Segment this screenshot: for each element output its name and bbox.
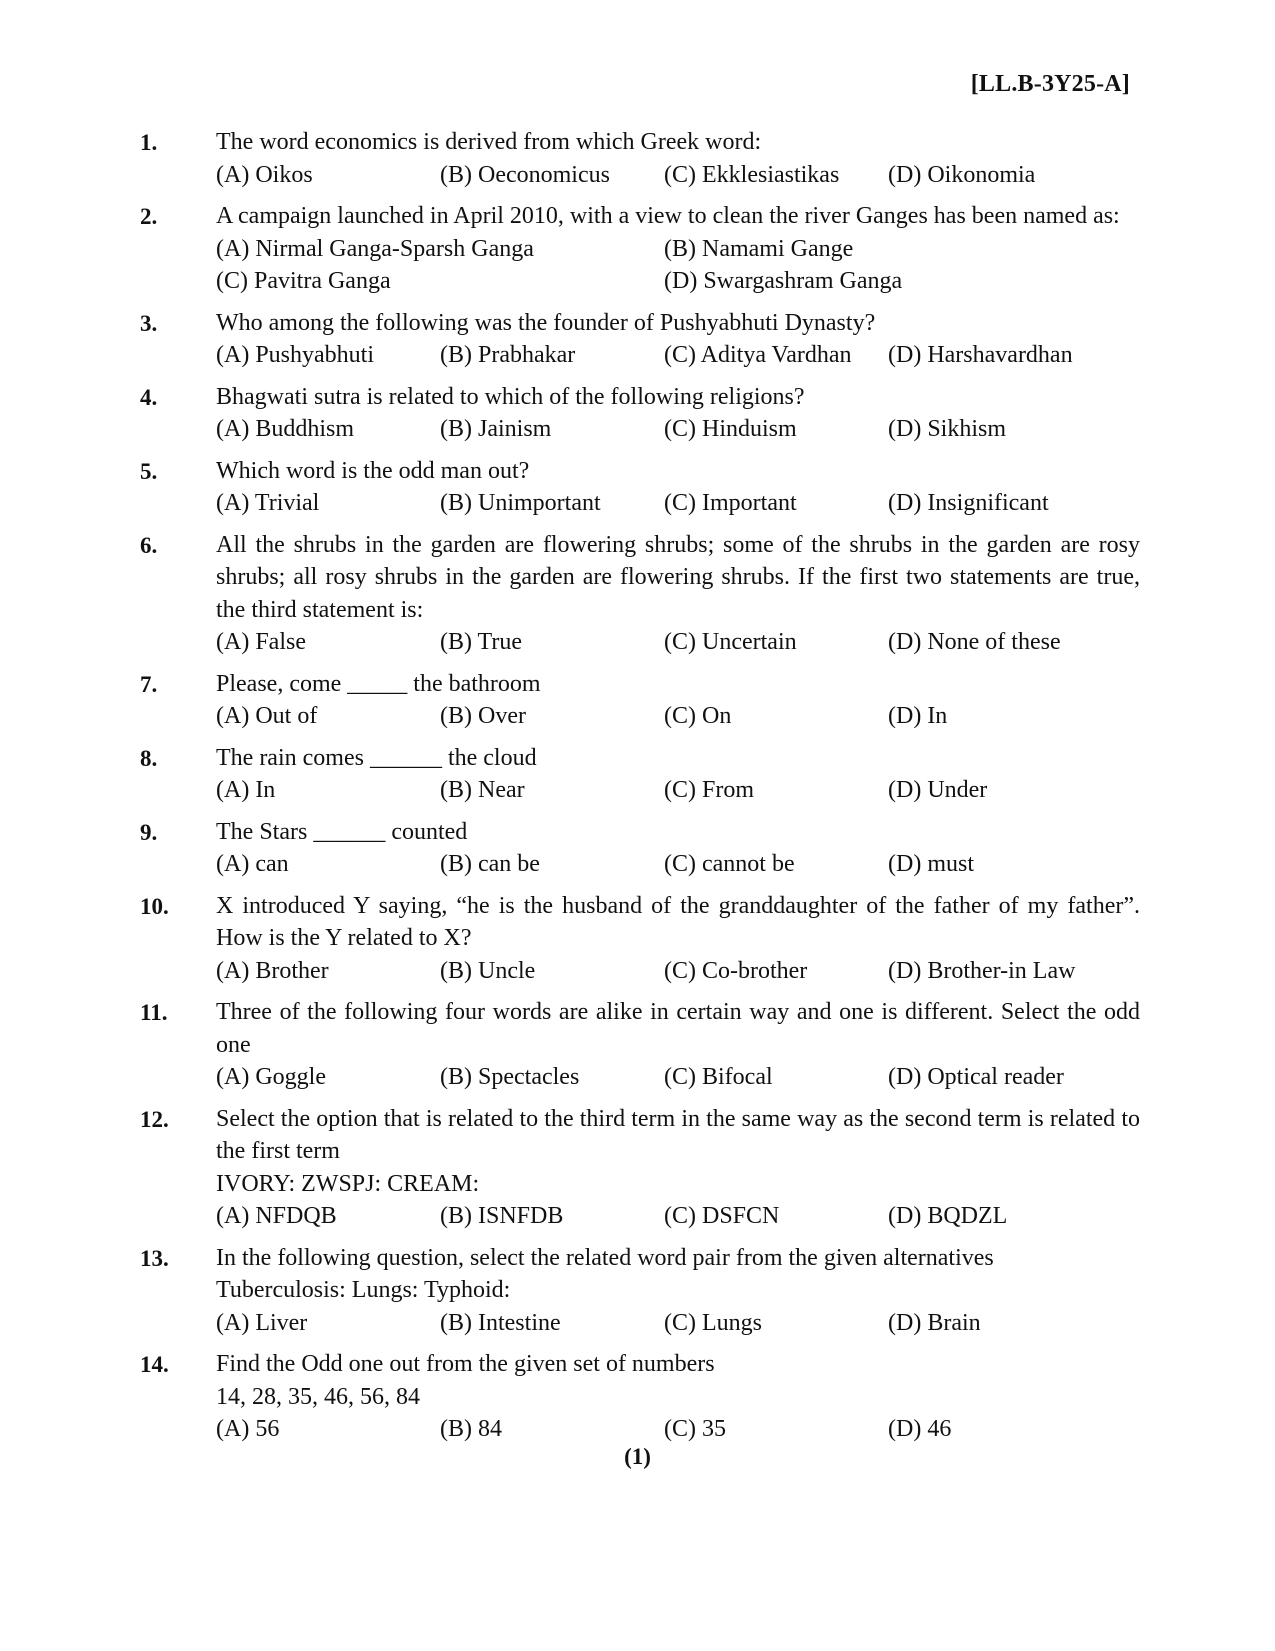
answer-options (216, 700, 1140, 733)
question-item (140, 200, 1140, 298)
answer-option: (C) 35 (664, 1416, 726, 1442)
answer-option: (A) Nirmal Ganga-Sparsh Ganga (216, 235, 534, 262)
question-text: Find the Odd one out from the given set of numbers (216, 1351, 715, 1377)
answer-option: (D) Sikhism (888, 416, 1007, 442)
question-item (140, 307, 1140, 372)
answer-option: (C) From (664, 777, 754, 803)
question-number: 12. (140, 1106, 169, 1132)
question-text: 14, 28, 35, 46, 56, 84 (216, 1383, 420, 1410)
answer-options (216, 1307, 1140, 1340)
question-text: The word economics is derived from which Greek word: (216, 129, 762, 155)
question-number: 3. (140, 310, 158, 336)
question-text: The rain comes ______ the cloud (216, 744, 537, 771)
question-text: IVORY: ZWSPJ: CREAM: (216, 1170, 480, 1197)
answer-option: (C) Hinduism (664, 416, 797, 442)
question-number: 11. (140, 1000, 168, 1025)
answer-option: (D) Brother-in Law (888, 957, 1076, 984)
answer-options (216, 487, 1140, 520)
question-number: 5. (140, 458, 158, 484)
question-number: 9. (140, 819, 158, 845)
question-text: The Stars ______ counted (216, 818, 468, 845)
question-item (140, 381, 1140, 446)
question-body (216, 1348, 1140, 1446)
question-number: 1. (140, 130, 158, 155)
question-body (216, 890, 1140, 988)
answer-option: (D) Harshavardhan (888, 342, 1073, 368)
answer-option: (B) Uncle (440, 957, 536, 984)
answer-option: (C) Ekklesiastikas (664, 161, 840, 188)
answer-option: (C) DSFCN (664, 1203, 780, 1229)
question-text: In the following question, select the related word pair from the given alternatives (216, 1244, 994, 1271)
answer-option: (D) must (888, 851, 974, 877)
question-text: Three of the following four words are alike in certain way and one is different. Select the odd one (216, 999, 1140, 1058)
answer-option: (B) Oeconomicus (440, 161, 610, 188)
answer-option: (C) Lungs (664, 1309, 762, 1336)
question-body (216, 668, 1140, 733)
answer-option: (A) can (216, 851, 289, 877)
question-item (140, 996, 1140, 1094)
answer-option: (D) None of these (888, 629, 1061, 655)
question-body (216, 742, 1140, 807)
answer-option: (D) Under (888, 777, 988, 803)
answer-options (216, 413, 1140, 446)
answer-option: (A) Buddhism (216, 416, 354, 442)
answer-options (216, 159, 1140, 192)
answer-option: (C) Aditya Vardhan (664, 342, 852, 368)
answer-options (216, 233, 1140, 298)
question-text: A campaign launched in April 2010, with a view to clean the river Ganges has been named as: (216, 203, 1120, 229)
answer-option: (A) 56 (216, 1416, 280, 1442)
answer-option: (D) Swargashram Ganga (664, 268, 903, 294)
question-number: 2. (140, 204, 158, 229)
answer-option: (B) Over (440, 703, 526, 729)
answer-option: (D) Insignificant (888, 490, 1049, 516)
question-number: 7. (140, 671, 158, 697)
question-item (140, 668, 1140, 733)
question-body (216, 455, 1140, 520)
answer-options (216, 1200, 1140, 1233)
answer-options (216, 1413, 1140, 1446)
question-item (140, 742, 1140, 807)
answer-option: (C) Co-brother (664, 957, 808, 984)
answer-options (216, 955, 1140, 988)
answer-options (216, 1061, 1140, 1094)
question-list (140, 126, 1140, 1455)
question-number: 10. (140, 893, 169, 919)
answer-options (216, 339, 1140, 372)
answer-option: (C) Uncertain (664, 629, 797, 655)
answer-options (216, 626, 1140, 659)
question-text: X introduced Y saying, “he is the husband of the granddaughter of the father of my father”. How is the Y related to X? (216, 892, 1140, 951)
answer-options (216, 774, 1140, 807)
question-text: Which word is the odd man out? (216, 457, 530, 484)
question-number: 13. (140, 1245, 169, 1271)
answer-option: (A) Pushyabhuti (216, 342, 374, 368)
answer-option: (B) Prabhakar (440, 342, 576, 368)
answer-option: (B) Near (440, 777, 525, 803)
answer-options (216, 848, 1140, 881)
answer-option: (B) Namami Gange (664, 235, 854, 262)
question-item (140, 816, 1140, 881)
question-body (216, 529, 1140, 659)
answer-option: (B) 84 (440, 1416, 502, 1442)
answer-option: (D) Brain (888, 1309, 981, 1336)
question-number: 14. (140, 1352, 169, 1377)
question-item (140, 1103, 1140, 1233)
question-text: Who among the following was the founder of Pushyabhuti Dynasty? (216, 309, 876, 336)
answer-option: (B) can be (440, 851, 540, 877)
question-item (140, 126, 1140, 191)
answer-option: (C) Pavitra Ganga (216, 268, 391, 294)
answer-option: (A) In (216, 777, 276, 803)
answer-option: (C) Important (664, 490, 797, 516)
answer-option: (A) False (216, 629, 306, 655)
answer-option: (A) NFDQB (216, 1203, 337, 1229)
answer-option: (D) Optical reader (888, 1064, 1064, 1090)
answer-option: (A) Liver (216, 1309, 308, 1336)
answer-option: (B) Jainism (440, 416, 552, 442)
answer-option: (A) Oikos (216, 161, 313, 188)
answer-option: (C) cannot be (664, 851, 795, 877)
paper-code: [LL.B-3Y25-A] (970, 71, 1130, 97)
question-text: Tuberculosis: Lungs: Typhoid: (216, 1277, 511, 1303)
answer-option: (B) True (440, 629, 523, 655)
question-text: Please, come _____ the bathroom (216, 670, 541, 697)
question-body (216, 381, 1140, 446)
answer-option: (D) BQDZL (888, 1203, 1008, 1229)
question-body (216, 816, 1140, 881)
answer-option: (D) Oikonomia (888, 161, 1036, 188)
answer-option: (A) Trivial (216, 490, 320, 516)
question-text: Bhagwati sutra is related to which of the following religions? (216, 383, 805, 410)
answer-option: (C) Bifocal (664, 1064, 773, 1090)
answer-option: (A) Goggle (216, 1064, 326, 1090)
question-text: All the shrubs in the garden are flowering shrubs; some of the shrubs in the garden are rosy shrubs; all rosy shrubs in the garden are flowering shrubs. If the first two statements are true, the third statement is: (216, 531, 1140, 623)
question-number: 4. (140, 384, 158, 410)
answer-option: (C) On (664, 703, 732, 729)
question-item (140, 1242, 1140, 1340)
question-body (216, 996, 1140, 1094)
question-text: Select the option that is related to the third term in the same way as the second term is related to the first term (216, 1105, 1140, 1164)
answer-option: (A) Out of (216, 703, 318, 729)
question-item (140, 529, 1140, 659)
answer-option: (B) Intestine (440, 1309, 561, 1336)
question-item (140, 455, 1140, 520)
question-body (216, 126, 1140, 191)
answer-option: (B) Spectacles (440, 1064, 580, 1090)
question-number: 8. (140, 745, 158, 771)
question-number: 6. (140, 532, 158, 558)
question-body (216, 200, 1140, 298)
question-item (140, 890, 1140, 988)
question-item (140, 1348, 1140, 1446)
question-body (216, 1103, 1140, 1233)
answer-option: (B) ISNFDB (440, 1203, 564, 1229)
answer-option: (D) 46 (888, 1416, 952, 1442)
question-body (216, 307, 1140, 372)
answer-option: (D) In (888, 703, 948, 729)
answer-option: (B) Unimportant (440, 490, 601, 516)
page-number: (1) (624, 1444, 651, 1469)
answer-option: (A) Brother (216, 957, 329, 984)
question-body (216, 1242, 1140, 1340)
